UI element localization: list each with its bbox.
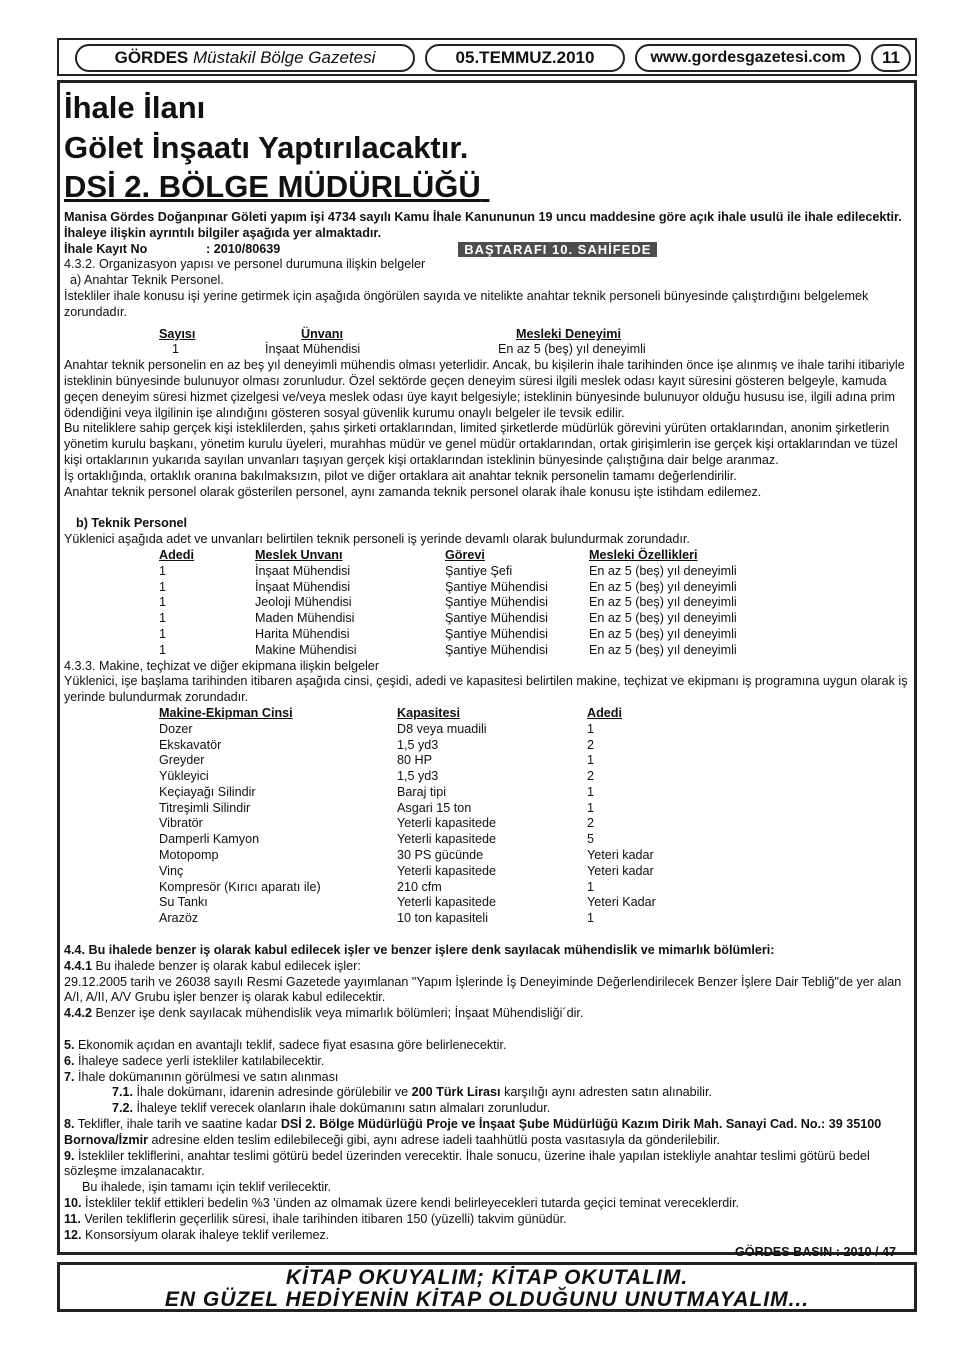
tech-table-cell: 1	[159, 611, 167, 626]
section-4-3-2-a: a) Anahtar Teknik Personel.	[70, 273, 224, 288]
equip-table-cell: Yeterli kapasitede	[397, 895, 496, 910]
item-6-num: 6.	[64, 1053, 75, 1068]
tech-table-cell: Şantiye Mühendisi	[445, 611, 548, 626]
tech-table-cell: En az 5 (beş) yıl deneyimli	[589, 611, 737, 626]
equip-table-cell: Asgari 15 ton	[397, 800, 472, 815]
item-7-1-fee: 200 Türk Lirası	[411, 1085, 501, 1100]
tech-table-cell: 1	[159, 563, 167, 578]
equip-table-cell: 5	[587, 832, 595, 847]
equip-table-cell: Arazöz	[159, 911, 199, 926]
equip-table-row	[159, 801, 912, 817]
equip-table-cell: Yeteri Kadar	[587, 895, 656, 910]
item-7-2-text: İhaleye teklif verecek olanların ihale dokümanını satın almaları zorunludur.	[136, 1101, 551, 1116]
title-line-3	[64, 168, 912, 206]
section-4-3-3-text: Yüklenici, işe başlama tarihinden itibaren aşağıda cinsi, çeşidi, adedi ve kapasitesi belirtilen makine, teçhizat ve ekipmanı iş programına uygun olarak iş yerinde bulundurmak zorundadır.	[64, 674, 908, 705]
item-8-num: 8.	[64, 1117, 75, 1132]
tech-col-meslek: Meslek Unvanı	[255, 547, 343, 562]
equip-col-cinsi: Makine-Ekipman Cinsi	[159, 705, 293, 720]
key-col-deneyim: Mesleki Deneyimi	[516, 326, 621, 341]
equip-table-cell: Titreşimli Silindir	[159, 800, 251, 815]
technical-staff-table	[64, 548, 912, 659]
tech-col-gorevi: Görevi	[445, 547, 485, 562]
equip-table-cell: 1	[587, 753, 595, 768]
equip-table-cell: Keçiayağı Silindir	[159, 784, 256, 799]
equip-table-cell: Kompresör (Kırıcı aparatı ile)	[159, 879, 321, 894]
equip-table-cell: 10 ton kapasiteli	[397, 911, 489, 926]
section-4-3-2: 4.3.2. Organizasyon yapısı ve personel durumuna ilişkin belgeler	[64, 257, 426, 272]
equip-table-cell: Vibratör	[159, 816, 203, 831]
section-4-4: 4.4. Bu ihalede benzer iş olarak kabul edilecek işler ve benzer işlere denk sayılacak mühendislik ve mimarlık bölümleri:	[64, 943, 775, 958]
newspaper-name	[75, 44, 415, 72]
equip-table-cell: Yükleyici	[159, 769, 209, 784]
equip-table-row	[159, 769, 912, 785]
section-4-4-1-detail: 29.12.2005 tarih ve 26038 sayılı Resmi Gazetede yayımlanan "Yapım İşlerinde İş Deneyiminde Değerlendirilecek Benzer İşlere Dair Tebliğ"de yer alan A/I, A/II, A/V Grubu işler benzer iş olarak kabul edilecektir.	[64, 974, 902, 1005]
item-7-1-a: İhale dokümanı, idarenin adresinde görülebilir ve	[136, 1085, 409, 1100]
equip-table-cell: 210 cfm	[397, 879, 442, 894]
item-12-num: 12.	[64, 1227, 82, 1242]
equip-table-cell: Greyder	[159, 753, 205, 768]
item-11	[64, 1212, 912, 1228]
paragraph-3: Bu niteliklere sahip gerçek kişi isteklilerden, şahıs şirketi ortaklarından, limited şirketlerde müdürlük görevini yürüten ortaklarından, anonim şirketlerin yönetim kurulu başkanı, yönetim kurulu üyeleri, murahhas müdür ve genel müdür ortaklarından, ortak girişimlerin ise gerçek kişi ortaklarından ve tüzel kişi ortaklarının yukarıda sayılan unvanları taşıyan gerçek kişi ortaklarından isteklinin bünyesinde çalıştığına dair belge aranmaz.	[64, 421, 898, 467]
slogan-line-1: KİTAP OKUYALIM; KİTAP OKUTALIM.	[285, 1266, 689, 1289]
tech-table-row	[159, 564, 912, 580]
item-5-text: Ekonomik açıdan en avantajlı teklif, sadece fiyat esasına göre belirlenecektir.	[78, 1038, 507, 1053]
tech-table-cell: İnşaat Mühendisi	[255, 563, 351, 578]
tech-table-cell: En az 5 (beş) yıl deneyimli	[589, 579, 737, 594]
equip-table-cell: Dozer	[159, 721, 193, 736]
tech-table-row	[159, 595, 912, 611]
item-5	[64, 1038, 912, 1054]
item-7-2-num: 7.2.	[112, 1101, 134, 1116]
item-10-num: 10.	[64, 1196, 82, 1211]
equip-table-header	[159, 706, 912, 722]
gordes-basin-ref: GÖRDES BASIN : 2010 / 47	[735, 1245, 896, 1260]
item-7-2	[64, 1101, 912, 1117]
item-11-num: 11.	[64, 1211, 81, 1226]
key-cell-deneyim: En az 5 (beş) yıl deneyimli	[498, 342, 646, 357]
equip-table-cell: Ekskavatör	[159, 737, 222, 752]
equip-table-cell: 2	[587, 737, 595, 752]
tech-table-cell: Harita Mühendisi	[255, 626, 350, 641]
item-9	[64, 1149, 912, 1181]
equip-table-row	[159, 911, 912, 927]
equip-table-cell: Su Tankı	[159, 895, 208, 910]
tech-table-cell: Maden Mühendisi	[255, 611, 355, 626]
newspaper-header	[57, 38, 917, 76]
tech-table-cell: 1	[159, 642, 167, 657]
equip-table-cell: Vinç	[159, 863, 184, 878]
section-4-4-2-text: Benzer işe denk sayılacak mühendislik veya mimarlık bölümleri; İnşaat Mühendisliği´dir.	[95, 1006, 584, 1021]
tech-table-cell: Şantiye Mühendisi	[445, 595, 548, 610]
item-8-address: DSİ 2. Bölge Müdürlüğü Proje ve İnşaat Şube Müdürlüğü Kazım Dirik Mah. Sanayi Cad. No.: 39 35100 Bornova/İzmir	[64, 1117, 882, 1147]
section-4-4-1	[64, 959, 912, 975]
tech-table-cell: En az 5 (beş) yıl deneyimli	[589, 626, 737, 641]
equip-table-row	[159, 848, 912, 864]
article-content	[64, 84, 912, 1261]
item-6	[64, 1054, 912, 1070]
tech-table-cell: Şantiye Mühendisi	[445, 626, 548, 641]
equip-table-cell: 1,5 yd3	[397, 769, 439, 784]
key-cell-sayisi: 1	[172, 342, 180, 357]
title-line-2: Gölet İnşaatı Yaptırılacaktır.	[64, 130, 469, 165]
equip-table-row	[159, 895, 912, 911]
item-7-1	[64, 1085, 912, 1101]
item-7-1-c: karşılığı aynı adresten satın alınabilir.	[504, 1085, 712, 1100]
item-6-text: İhaleye sadece yerli istekliler katılabilecektir.	[78, 1053, 325, 1068]
tech-table-cell: İnşaat Mühendisi	[255, 579, 351, 594]
equip-table-cell: 1	[587, 721, 595, 736]
title-line-1: İhale İlanı	[64, 90, 206, 125]
item-10-text: İstekliler teklif ettikleri bedelin %3 'ünden az olmamak üzere kendi belirleyecekleri tutarda geçici teminat vereceklerdir.	[85, 1196, 740, 1211]
key-table-row	[64, 342, 912, 358]
tech-table-cell: En az 5 (beş) yıl deneyimli	[589, 642, 737, 657]
footer-slogan	[57, 1262, 917, 1312]
item-9-b: Bu ihalede, işin tamamı için teklif verilecektir.	[82, 1180, 332, 1195]
equip-table-cell: Yeterli kapasitede	[397, 832, 496, 847]
equip-table-cell: D8 veya muadili	[397, 721, 487, 736]
equip-table-row	[159, 785, 912, 801]
item-7	[64, 1070, 912, 1086]
item-8	[64, 1117, 912, 1149]
tech-table-cell: En az 5 (beş) yıl deneyimli	[589, 563, 737, 578]
item-12-text: Konsorsiyum olarak ihaleye teklif verilemez.	[85, 1227, 330, 1242]
tech-table-cell: Jeoloji Mühendisi	[255, 595, 352, 610]
equip-table-cell: 2	[587, 816, 595, 831]
kayit-label: İhale Kayıt No	[64, 241, 148, 256]
section-4-4-1-text: Bu ihalede benzer iş olarak kabul edilecek işler:	[95, 958, 361, 973]
section-4-4-1-num: 4.4.1	[64, 958, 93, 973]
equip-table-row	[159, 722, 912, 738]
paragraph-1: İstekliler ihale konusu işi yerine getirmek için aşağıda öngörülen sayıda ve nitelikte anahtar teknik personeli bünyesinde çalıştırdığını belgelemek zorundadır.	[64, 288, 869, 319]
intro-text: Manisa Gördes Doğanpınar Göleti yapım işi 4734 sayılı Kamu İhale Kanununun 19 uncu maddesine göre açık ihale usulü ile ihale edilecektir. İhaleye ilişkin ayrıntılı bilgiler aşağıda yer almaktadır.	[64, 210, 902, 240]
equip-table-cell: Yeterli kapasitede	[397, 816, 496, 831]
tech-table-cell: 1	[159, 595, 167, 610]
tech-table-cell: Şantiye Mühendisi	[445, 579, 548, 594]
section-b-text: Yüklenici aşağıda adet ve unvanları belirtilen teknik personeli iş yerinde devamlı olarak bulundurmak zorundadır.	[64, 532, 690, 547]
tech-table-header	[159, 548, 912, 564]
tech-table-cell: 1	[159, 626, 167, 641]
tech-table-cell: Şantiye Mühendisi	[445, 642, 548, 657]
equip-table-cell: Yeteri kadar	[587, 848, 654, 863]
tech-table-row	[159, 580, 912, 596]
key-table-header	[64, 327, 912, 343]
newspaper-name-rest: Müstakil Bölge Gazetesi	[193, 48, 376, 67]
tech-table-cell: Makine Mühendisi	[255, 642, 357, 657]
equip-table-row	[159, 880, 912, 896]
key-cell-unvani: İnşaat Mühendisi	[265, 342, 361, 357]
section-b-label: b) Teknik Personel	[76, 516, 188, 531]
continued-banner: BAŞTARAFI 10. SAHİFEDE	[458, 242, 657, 258]
item-5-num: 5.	[64, 1038, 75, 1053]
item-9-num: 9.	[64, 1148, 75, 1163]
equip-table-row	[159, 832, 912, 848]
key-col-sayisi: Sayısı	[159, 326, 196, 341]
equip-table-cell: Motopomp	[159, 848, 219, 863]
equip-table-row	[159, 816, 912, 832]
equip-table-cell: 1	[587, 784, 595, 799]
equip-table-cell: 30 PS gücünde	[397, 848, 484, 863]
title-dsi: DSİ 2. BÖLGE MÜDÜRLÜĞÜ	[64, 169, 481, 204]
tech-table-row	[159, 611, 912, 627]
equip-table-cell: 1,5 yd3	[397, 737, 439, 752]
equip-col-kapasite: Kapasitesi	[397, 705, 460, 720]
equip-table-row	[159, 753, 912, 769]
tech-table-cell: Şantiye Şefi	[445, 563, 513, 578]
equip-table-cell: 2	[587, 769, 595, 784]
website: www.gordesgazetesi.com	[635, 44, 861, 72]
section-4-4-2-num: 4.4.2	[64, 1006, 93, 1021]
tech-col-adedi: Adedi	[159, 547, 194, 562]
page-number: 11	[871, 44, 911, 72]
tech-table-row	[159, 627, 912, 643]
equip-col-adedi: Adedi	[587, 705, 622, 720]
paragraph-2: Anahtar teknik personelin en az beş yıl deneyimli mühendis olması yeterlidir. Ancak, bu kişilerin ihale tarihinden önce işe alınmış ve ihale tarihi itibariyle isteklinin bünyesinde bulunuyor olması zorunludur. Özel sektörde geçen deneyim süresi ilgili meslek odası kayıt süresini gösteren belgeyle, kamuda geçen deneyim süresi hizmet çizelgesi ve/veya meslek odası üye kayıt belgesiyle; isteklinin bünyesinde bulunuyor olduğu hususu ise, ilgili adına prim ödendiğini veya ilgilinin işe alındığını gösteren sosyal güvenlik kurumu onaylı belgeler ile tevsik edilir.	[64, 358, 905, 420]
newspaper-name-bold: GÖRDES	[114, 48, 189, 67]
equip-table-row	[159, 864, 912, 880]
issue-date: 05.TEMMUZ.2010	[425, 44, 625, 72]
slogan-line-2: EN GÜZEL HEDİYENİN KİTAP OLDUĞUNU UNUTMAYALIM...	[164, 1288, 810, 1311]
item-10	[64, 1196, 912, 1212]
equip-table-cell: 1	[587, 911, 595, 926]
item-12	[64, 1228, 912, 1244]
item-8-c: adresine elden teslim edilebileceği gibi, aynı adrese iadeli taahhütlü posta vasıtasıyla da gönderilebilir.	[151, 1132, 720, 1147]
tech-table-cell: 1	[159, 579, 167, 594]
tech-col-ozellik: Mesleki Özellikleri	[589, 547, 698, 562]
kayit-value: : 2010/80639	[206, 241, 281, 256]
item-7-num: 7.	[64, 1069, 75, 1084]
paragraph-4: İş ortaklığında, ortaklık oranına bakılmaksızın, pilot ve diğer ortaklara ait anahtar teknik personelin tamamı değerlendirilir.	[64, 468, 737, 483]
equipment-table	[64, 706, 912, 927]
equip-table-cell: 1	[587, 879, 595, 894]
section-4-3-3: 4.3.3. Makine, teçhizat ve diğer ekipmana ilişkin belgeler	[64, 658, 380, 673]
key-col-unvani: Ünvanı	[301, 326, 343, 341]
kayit-row	[64, 242, 912, 258]
paragraph-5: Anahtar teknik personel olarak gösterilen personel, aynı zamanda teknik personel olarak ihale konusu işte istihdam edilemez.	[64, 484, 762, 499]
equip-table-cell: Damperli Kamyon	[159, 832, 260, 847]
item-8-a: Teklifler, ihale tarih ve saatine kadar	[77, 1117, 278, 1132]
tech-table-cell: En az 5 (beş) yıl deneyimli	[589, 595, 737, 610]
item-7-text: İhale dokümanının görülmesi ve satın alınması	[78, 1069, 339, 1084]
tech-table-row	[159, 643, 912, 659]
item-11-text: Verilen tekliflerin geçerlilik süresi, ihale tarihinden itibaren 150 (yüzelli) takvim günüdür.	[84, 1211, 567, 1226]
equip-table-cell: Baraj tipi	[397, 784, 446, 799]
item-9-text: İstekliler tekliflerini, anahtar teslimi götürü bedel üzerinden verecektir. İhale sonucu, üzerine ihale yapılan istekliyle anahtar teslimi götürü bedel sözleşme imzalanacaktır.	[64, 1148, 870, 1179]
item-7-1-num: 7.1.	[112, 1085, 134, 1100]
equip-table-cell: 1	[587, 800, 595, 815]
section-4-4-2	[64, 1006, 912, 1022]
equip-table-row	[159, 738, 912, 754]
equip-table-cell: 80 HP	[397, 753, 433, 768]
equip-table-cell: Yeterli kapasitede	[397, 863, 496, 878]
equip-table-cell: Yeteri kadar	[587, 863, 654, 878]
